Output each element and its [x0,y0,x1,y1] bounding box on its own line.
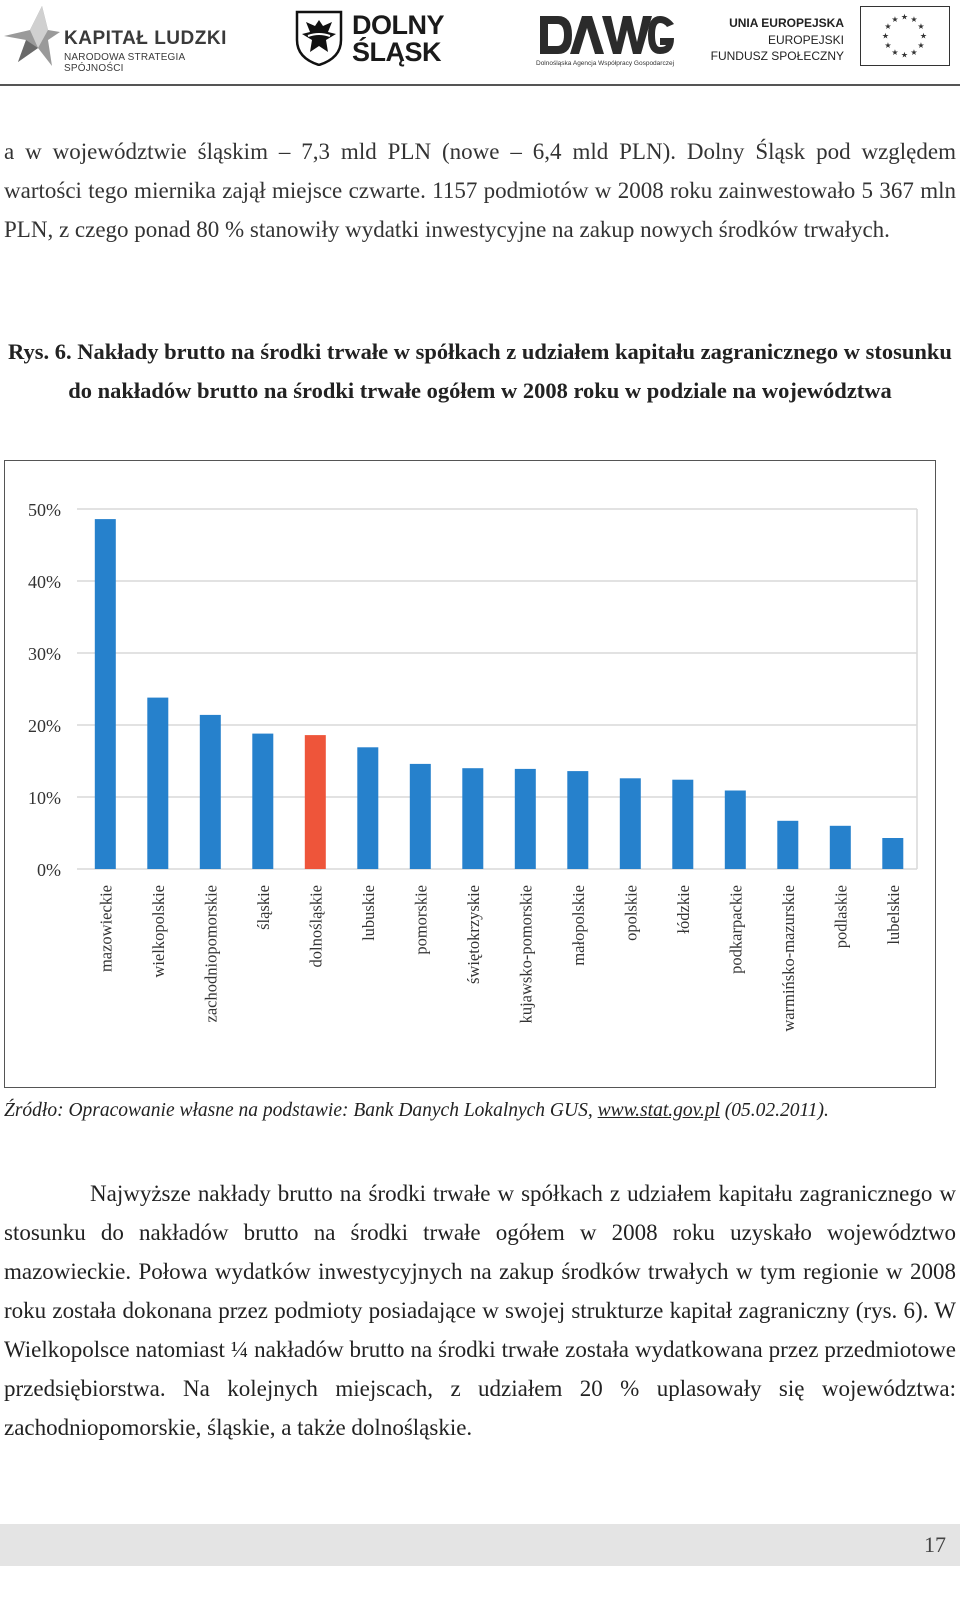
kapital-ludzki-subtitle: NARODOWA STRATEGIA SPÓJNOŚCI [64,52,185,74]
bar-2 [200,715,221,869]
x-tick-label: podlaskie [831,885,851,949]
eagle-crest-icon [294,10,344,66]
eu-line2: EUROPEJSKI [767,33,844,47]
bar-13 [777,821,798,869]
x-tick-label: dolnośląskie [306,885,326,968]
bar-8 [515,769,536,869]
x-tick-label: podkarpackie [726,885,746,974]
source-prefix: Źródło: Opracowanie własne na podstawie: Bank Danych Lokalnych GUS, [4,1100,598,1121]
source-note [4,1100,829,1122]
x-tick-label: pomorskie [411,885,431,955]
bar-15 [882,838,903,869]
x-tick-label: małopolskie [568,885,588,966]
eu-star-icon: ★ [917,22,925,31]
x-tick-label: świętokrzyskie [463,885,483,984]
x-tick-label: zachodniopomorskie [201,885,221,1023]
dawg-subtitle: Dolnośląska Agencja Współpracy Gospodarczej [536,60,675,67]
y-tick-label: 40% [28,572,61,592]
x-tick-label: mazowieckie [96,885,116,973]
x-tick-label: wielkopolskie [148,885,168,978]
bar-9 [567,771,588,869]
y-tick-label: 0% [37,860,61,880]
page-number: 17 [924,1532,946,1557]
kapital-ludzki-star-icon [4,6,60,72]
x-tick-label: opolskie [621,885,641,941]
eu-line1: UNIA EUROPEJSKA [729,16,844,30]
bar-3 [252,734,273,869]
bar-12 [725,791,746,870]
eu-star-icon: ★ [900,12,909,22]
kapital-ludzki-logo [4,6,234,72]
source-link[interactable]: www.stat.gov.pl [597,1100,720,1121]
y-tick-label: 10% [28,788,61,808]
dawg-wordmark-icon [540,14,676,56]
x-tick-label: warmińsko-mazurskie [778,885,798,1032]
kapital-ludzki-title: KAPITAŁ LUDZKI [64,28,227,49]
eu-star-icon: ★ [884,41,892,50]
x-tick-label: lubelskie [883,885,903,945]
bar-14 [830,826,851,869]
x-tick-label: łódzkie [673,885,693,934]
page-header [0,0,960,84]
bar-6 [410,764,431,869]
eu-star-icon: ★ [884,22,892,31]
bar-5 [357,747,378,869]
source-suffix: (05.02.2011). [719,1100,829,1121]
bar-11 [672,780,693,869]
page-footer [0,1524,960,1566]
dolny-slask-line1: DOLNY [352,10,444,40]
eu-star-icon: ★ [891,48,899,57]
bar-1 [147,698,168,869]
y-tick-label: 20% [28,716,61,736]
bar-10 [620,778,641,869]
y-tick-label: 50% [28,500,61,520]
bar-7 [462,768,483,869]
eu-star-icon: ★ [910,48,918,57]
x-tick-label: kujawsko-pomorskie [516,885,536,1024]
eu-star-icon: ★ [910,15,918,24]
dolny-slask-line2: ŚLĄSK [352,37,442,67]
y-tick-label: 30% [28,644,61,664]
eu-star-icon: ★ [891,15,899,24]
dolny-slask-logo [294,6,474,76]
intro-paragraph: a w województwie śląskim – 7,3 mld PLN (nowe – 6,4 mld PLN). Dolny Śląsk pod względem wartości tego miernika zajął miejsce czwarte. 1157 podmiotów w 2008 roku zainwestowało 5 367 mln PLN, z czego ponad 80 % stanowiły wydatki inwestycyjne na zakup nowych środków trwałych. [4,139,956,242]
eu-star-icon: ★ [881,31,890,41]
bar-0 [95,519,116,869]
bar-chart [4,460,936,1088]
bar-4 [305,735,326,869]
x-tick-label: śląskie [253,885,273,930]
eu-star-icon: ★ [917,41,925,50]
eu-star-icon: ★ [900,50,909,60]
body-paragraph: Najwyższe nakłady brutto na środki trwałe w spółkach z udziałem kapitału zagranicznego w stosunku do nakładów brutto na środki trwałe ogółem w 2008 roku uzyskało województwo mazowieckie. Połowa wydatków inwestycyjnych na zakup środków trwałych w tym regionie w 2008 roku została dokonana przez podmioty posiadające w swojej strukturze kapitał zagraniczny (rys. 6). W Wielkopolsce natomiast ¼ nakładów brutto na środki trwałe została wydatkowana przez przedmiotowe przedsiębiorstwa. Na kolejnych miejscach, z udziałem 20 % uplasowały się województwa: zachodniopomorskie, śląskie, a także dolnośląskie. [4,1181,956,1440]
eu-star-icon: ★ [919,31,928,41]
dawg-logo [536,6,696,76]
x-tick-label: lubuskie [358,885,378,941]
figure-caption: Rys. 6. Nakłady brutto na środki trwałe w spółkach z udziałem kapitału zagranicznego w stosunku do nakładów brutto na środki trwałe ogółem w 2008 roku w podziale na województwa [8,339,952,403]
eu-logo [710,6,956,76]
eu-flag-icon [860,6,950,66]
eu-line3: FUNDUSZ SPOŁECZNY [710,49,844,63]
header-divider [0,84,960,86]
bar-chart-svg [5,461,934,1086]
